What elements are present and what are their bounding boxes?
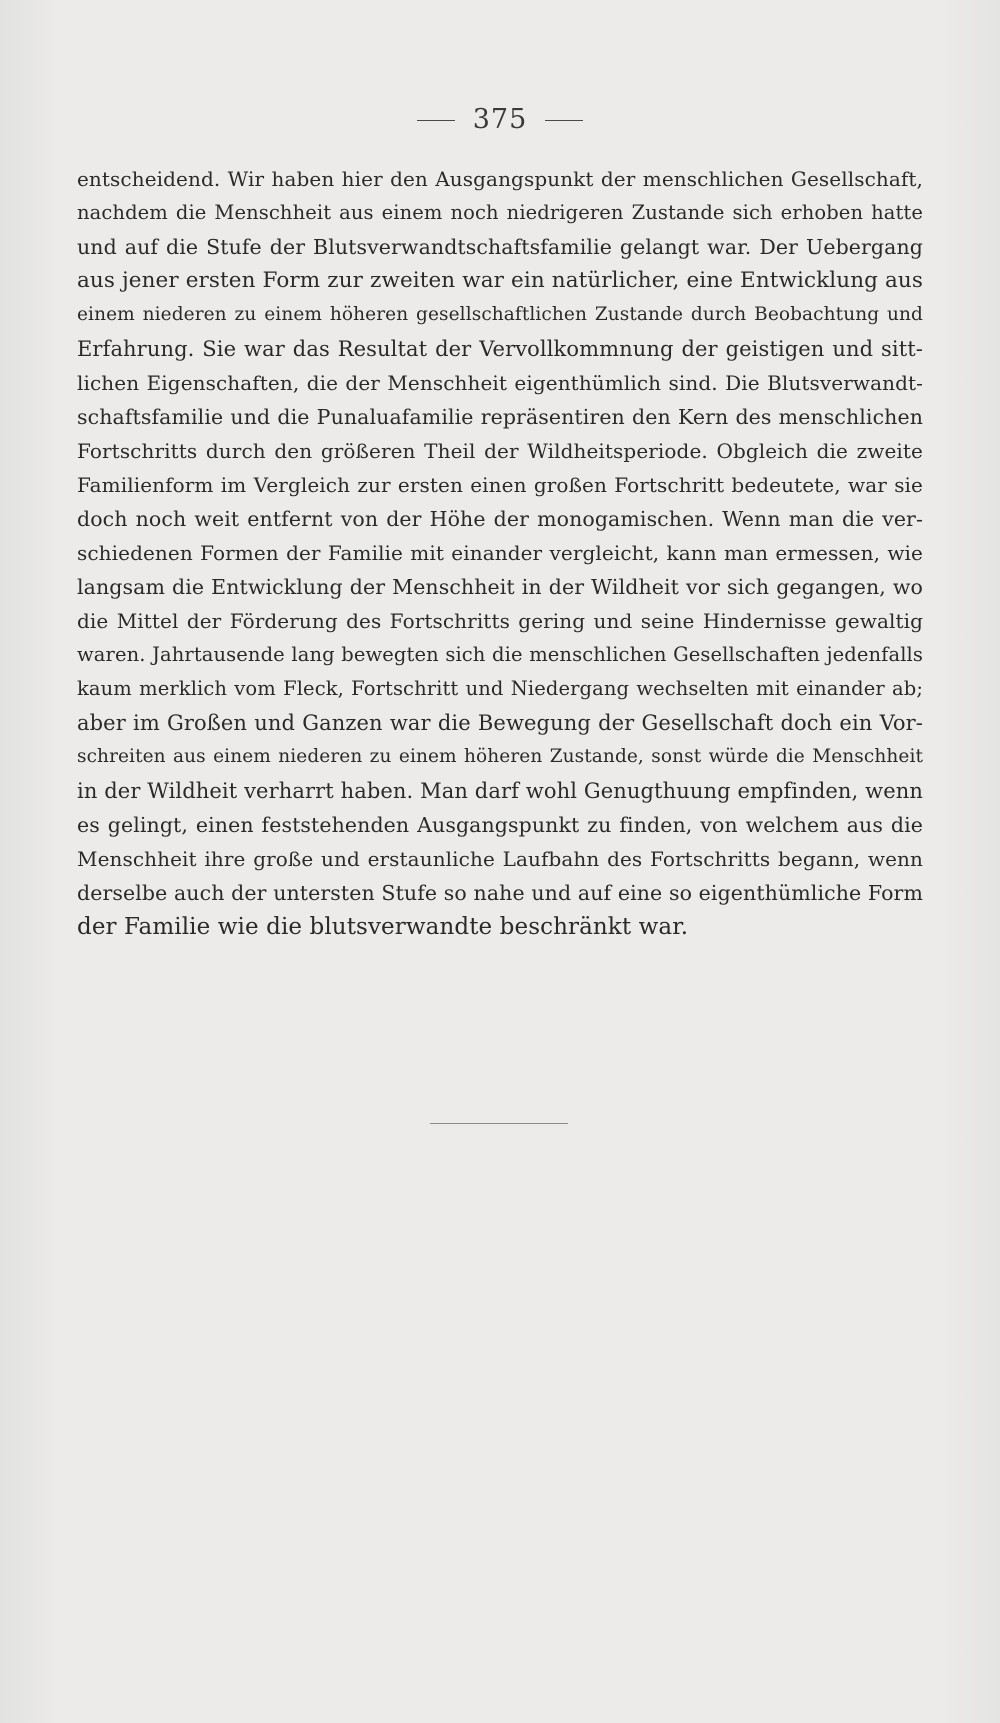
- text-line: schaftsfamilie und die Punaluafamilie repräsentiren den Kern des menschlichen: [77, 405, 923, 429]
- text-line: und auf die Stufe der Blutsverwandtschaftsfamilie gelangt war. Der Uebergang: [77, 235, 923, 259]
- text-line: entscheidend. Wir haben hier den Ausgangspunkt der menschlichen Gesellschaft,: [77, 167, 923, 191]
- right-dash: [545, 120, 583, 121]
- page-number-header: [0, 104, 1000, 135]
- text-line: Menschheit ihre große und erstaunliche Laufbahn des Fortschritts begann, wenn: [77, 847, 923, 871]
- text-line-last: der Familie wie die blutsverwandte beschränkt war.: [77, 914, 689, 940]
- text-line: schreiten aus einem niederen zu einem höheren Zustande, sonst würde die Menschheit: [77, 746, 923, 767]
- text-line: die Mittel der Förderung des Fortschritts gering und seine Hindernisse gewaltig: [77, 609, 923, 633]
- text-line: schiedenen Formen der Familie mit einander vergleicht, kann man ermessen, wie: [77, 541, 923, 565]
- text-line: Fortschritts durch den größeren Theil der Wildheitsperiode. Obgleich die zweite: [77, 439, 923, 463]
- text-line: es gelingt, einen feststehenden Ausgangspunkt zu finden, von welchem aus die: [77, 813, 923, 837]
- text-line: einem niederen zu einem höheren gesellschaftlichen Zustande durch Beobachtung und: [77, 304, 923, 325]
- page-number: 375: [472, 104, 528, 135]
- text-line: Familienform im Vergleich zur ersten einen großen Fortschritt bedeutete, war sie: [77, 473, 923, 497]
- text-line: aus jener ersten Form zur zweiten war ein natürlicher, eine Entwicklung aus: [77, 268, 923, 293]
- left-dash: [417, 120, 455, 121]
- text-line: lichen Eigenschaften, die der Menschheit eigenthümlich sind. Die Blutsverwandt-: [77, 371, 923, 395]
- section-end-rule: [430, 1123, 568, 1124]
- text-line: derselbe auch der untersten Stufe so nahe und auf eine so eigenthümliche Form: [77, 881, 923, 905]
- text-line: in der Wildheit verharrt haben. Man darf wohl Genugthuung empfinden, wenn: [77, 779, 923, 803]
- text-line: nachdem die Menschheit aus einem noch niedrigeren Zustande sich erhoben hatte: [77, 201, 923, 224]
- text-line: aber im Großen und Ganzen war die Bewegung der Gesellschaft doch ein Vor-: [77, 711, 923, 735]
- text-line: kaum merklich vom Fleck, Fortschritt und Niedergang wechselten mit einander ab;: [77, 677, 923, 700]
- text-line: waren. Jahrtausende lang bewegten sich die menschlichen Gesellschaften jedenfalls: [77, 643, 923, 666]
- body-paragraph: [77, 162, 923, 944]
- text-line: Erfahrung. Sie war das Resultat der Vervollkommnung der geistigen und sitt-: [77, 337, 923, 361]
- text-line: langsam die Entwicklung der Menschheit in der Wildheit vor sich gegangen, wo: [77, 575, 923, 599]
- text-line: doch noch weit entfernt von der Höhe der monogamischen. Wenn man die ver-: [77, 507, 923, 531]
